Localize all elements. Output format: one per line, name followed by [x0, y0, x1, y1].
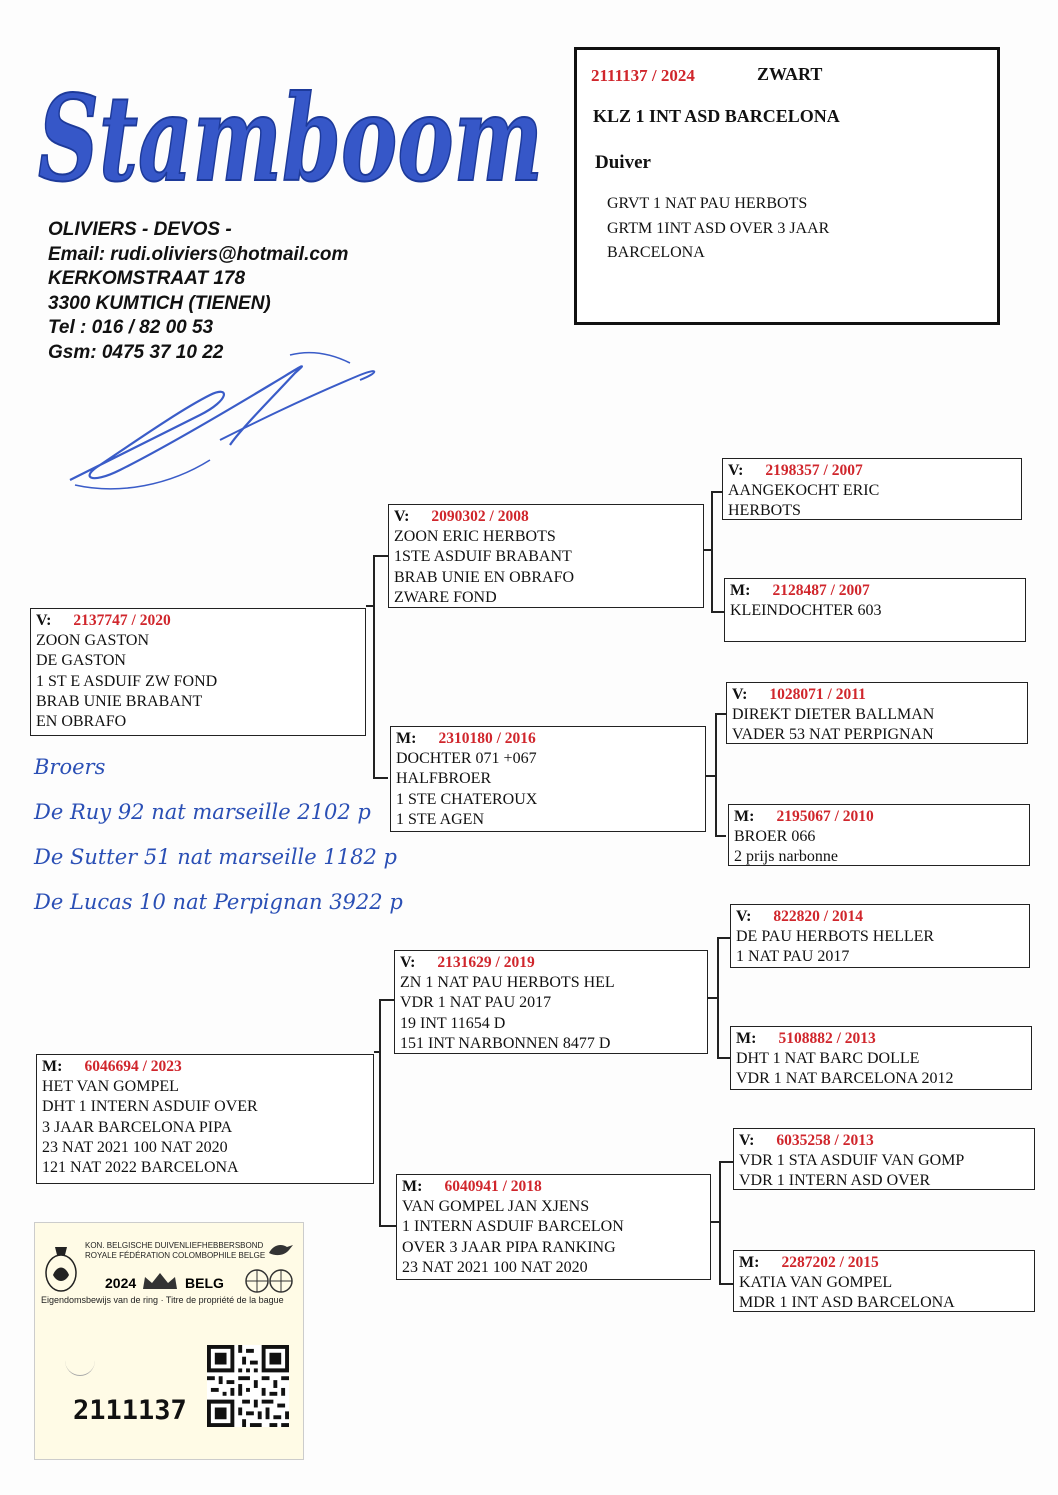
card-line: 2 prijs narbonne [734, 848, 838, 866]
handwritten-line: De Sutter 51 nat marseille 1182 p [34, 845, 397, 869]
owner-gsm: Gsm: 0475 37 10 22 [48, 341, 224, 363]
card-line: VDR 1 NAT PAU 2017 [400, 994, 552, 1012]
card-sex: V: [736, 908, 752, 925]
pedigree-card-mother [36, 1054, 374, 1184]
card-sex: M: [739, 1254, 760, 1271]
pigeon-icon [267, 1239, 295, 1259]
card-line: ZN 1 NAT PAU HERBOTS HEL [400, 974, 615, 992]
pedigree-card-mff [730, 904, 1030, 968]
owner-name: OLIVIERS - DEVOS - [48, 219, 232, 240]
card-line: 19 INT 11654 D [400, 1014, 506, 1032]
pedigree-card-ff [388, 504, 704, 608]
card-line: EN OBRAFO [36, 713, 127, 731]
card-sex: M: [396, 730, 417, 747]
card-line: DHT 1 INTERN ASDUIF OVER [42, 1098, 258, 1116]
handwritten-line: De Ruy 92 nat marseille 2102 p [34, 800, 371, 824]
owner-street: KERKOMSTRAAT 178 [48, 268, 246, 290]
subject-note: GRVT 1 NAT PAU HERBOTS [607, 195, 808, 212]
card-ring-number: 2128487 / 2007 [772, 582, 870, 599]
card-sex: V: [400, 954, 416, 971]
card-line: DHT 1 NAT BARC DOLLE [736, 1050, 920, 1068]
qr-code-icon [207, 1345, 289, 1427]
pedigree-card-ffm [724, 578, 1026, 642]
subject-note: BARCELONA [607, 244, 705, 262]
pedigree-card-mfm [730, 1026, 1032, 1090]
subject-note: GRTM 1INT ASD OVER 3 JAAR [607, 219, 830, 237]
pedigree-card-mmf [733, 1128, 1035, 1190]
card-line: VDR 1 INTERN ASD OVER [739, 1172, 931, 1190]
subject-color: ZWART [757, 64, 823, 84]
federation-name-fr: ROYALE FÉDÉRATION COLOMBOPHILE BELGE [85, 1251, 266, 1260]
card-ring-number: 2137747 / 2020 [73, 612, 171, 629]
card-sex: V: [739, 1132, 755, 1149]
card-line: 121 NAT 2022 BARCELONA [42, 1159, 239, 1177]
card-line: HERBOTS [728, 502, 801, 520]
card-line: VAN GOMPEL JAN XJENS [402, 1198, 590, 1216]
card-line: DOCHTER 071 +067 [396, 750, 537, 768]
subject-ring-number: 2111137 / 2024 [591, 66, 695, 85]
card-line: BROER 066 [734, 828, 816, 846]
card-sex: M: [42, 1058, 63, 1075]
card-sex: V: [732, 686, 748, 703]
card-line: 1 STE AGEN [396, 810, 484, 828]
card-ring-number: 2287202 / 2015 [781, 1254, 879, 1271]
card-line: AANGEKOCHT ERIC [728, 482, 880, 500]
card-sex: M: [730, 582, 751, 599]
card-ring-number: 2131629 / 2019 [437, 954, 535, 971]
card-ring-number: 6040941 / 2018 [444, 1178, 542, 1195]
owner-city: 3300 KUMTICH (TIENEN) [48, 292, 271, 314]
card-line: 1STE ASDUIF BRABANT [394, 548, 572, 566]
card-sex: V: [728, 462, 744, 479]
ownership-caption: Eigendomsbewijs van de ring · Titre de propriété de la bague [41, 1295, 284, 1305]
handwritten-notes [34, 745, 454, 925]
pedigree-card-fff [722, 458, 1022, 520]
pedigree-card-mm [396, 1174, 711, 1280]
handwritten-line: De Lucas 10 nat Perpignan 3922 p [34, 890, 403, 914]
card-line: 1 STE CHATEROUX [396, 790, 538, 808]
card-line: ZOON GASTON [36, 632, 150, 650]
card-line: ZWARE FOND [394, 588, 497, 606]
card-sex: V: [36, 612, 52, 629]
card-line: 23 NAT 2021 100 NAT 2020 [42, 1138, 228, 1156]
card-ring-number: 6035258 / 2013 [776, 1132, 874, 1149]
card-line: VDR 1 NAT BARCELONA 2012 [736, 1070, 954, 1088]
pedigree-card-mmm [733, 1250, 1035, 1312]
card-line: 151 INT NARBONNEN 8477 D [400, 1034, 611, 1052]
owner-tel: Tel : 016 / 82 00 53 [48, 317, 214, 339]
card-ring-number: 2195067 / 2010 [776, 808, 874, 825]
pedigree-card-father [30, 608, 366, 736]
subject-sex: Duiver [595, 152, 651, 173]
card-ring-number: 6046694 / 2023 [84, 1058, 182, 1075]
federation-logo-icon [43, 1237, 79, 1293]
pedigree-card-mf [394, 950, 708, 1054]
pedigree-card-fmm [728, 804, 1030, 866]
card-line: BRAB UNIE BRABANT [36, 692, 203, 710]
handwritten-line: Broers [34, 755, 106, 779]
card-ring-number: 2090302 / 2008 [431, 508, 529, 525]
card-ring-number: 2198357 / 2007 [765, 462, 863, 479]
subject-headline: KLZ 1 INT ASD BARCELONA [593, 106, 840, 126]
card-line: 1 ST E ASDUIF ZW FOND [36, 672, 218, 690]
card-ring-number: 1028071 / 2011 [769, 686, 866, 703]
card-ring-number: 2310180 / 2016 [438, 730, 536, 747]
card-line: MDR 1 INT ASD BARCELONA [739, 1294, 955, 1312]
card-line: HET VAN GOMPEL [42, 1078, 179, 1096]
punch-hole [65, 1345, 95, 1376]
globe-logo-icon [243, 1267, 295, 1295]
card-line: DIREKT DIETER BALLMAN [732, 706, 935, 724]
card-line: VADER 53 NAT PERPIGNAN [732, 726, 934, 744]
ring-year: 2024 [105, 1275, 137, 1291]
ring-card-number: 2111137 [73, 1395, 187, 1426]
card-line: HALFBROER [396, 770, 492, 788]
pedigree-title-text: Stamboom [38, 69, 543, 208]
card-line: OVER 3 JAAR PIPA RANKING [402, 1238, 616, 1256]
card-sex: M: [736, 1030, 757, 1047]
card-line: 1 INTERN ASDUIF BARCELON [402, 1218, 624, 1236]
ring-country: BELG [185, 1275, 224, 1291]
ring-ownership-card [34, 1222, 304, 1460]
owner-email: Email: rudi.oliviers@hotmail.com [48, 243, 349, 265]
federation-name-nl: KON. BELGISCHE DUIVENLIEFHEBBERSBOND [85, 1241, 264, 1250]
card-ring-number: 5108882 / 2013 [778, 1030, 876, 1047]
card-line: DE PAU HERBOTS HELLER [736, 928, 935, 946]
card-ring-number: 822820 / 2014 [773, 908, 863, 925]
card-line: KATIA VAN GOMPEL [739, 1274, 893, 1292]
card-sex: M: [402, 1178, 423, 1195]
card-line: BRAB UNIE EN OBRAFO [394, 568, 575, 586]
pedigree-card-fmf [726, 682, 1028, 744]
card-sex: M: [734, 808, 755, 825]
card-line: 1 NAT PAU 2017 [736, 948, 850, 966]
crown-icon [139, 1269, 181, 1293]
card-line: 3 JAAR BARCELONA PIPA [42, 1118, 233, 1136]
card-line: VDR 1 STA ASDUIF VAN GOMP [739, 1152, 965, 1170]
card-sex: V: [394, 508, 410, 525]
card-line: ZOON ERIC HERBOTS [394, 528, 556, 546]
card-line: DE GASTON [36, 652, 126, 670]
card-line: 23 NAT 2021 100 NAT 2020 [402, 1258, 588, 1276]
card-line: KLEINDOCHTER 603 [730, 602, 882, 620]
